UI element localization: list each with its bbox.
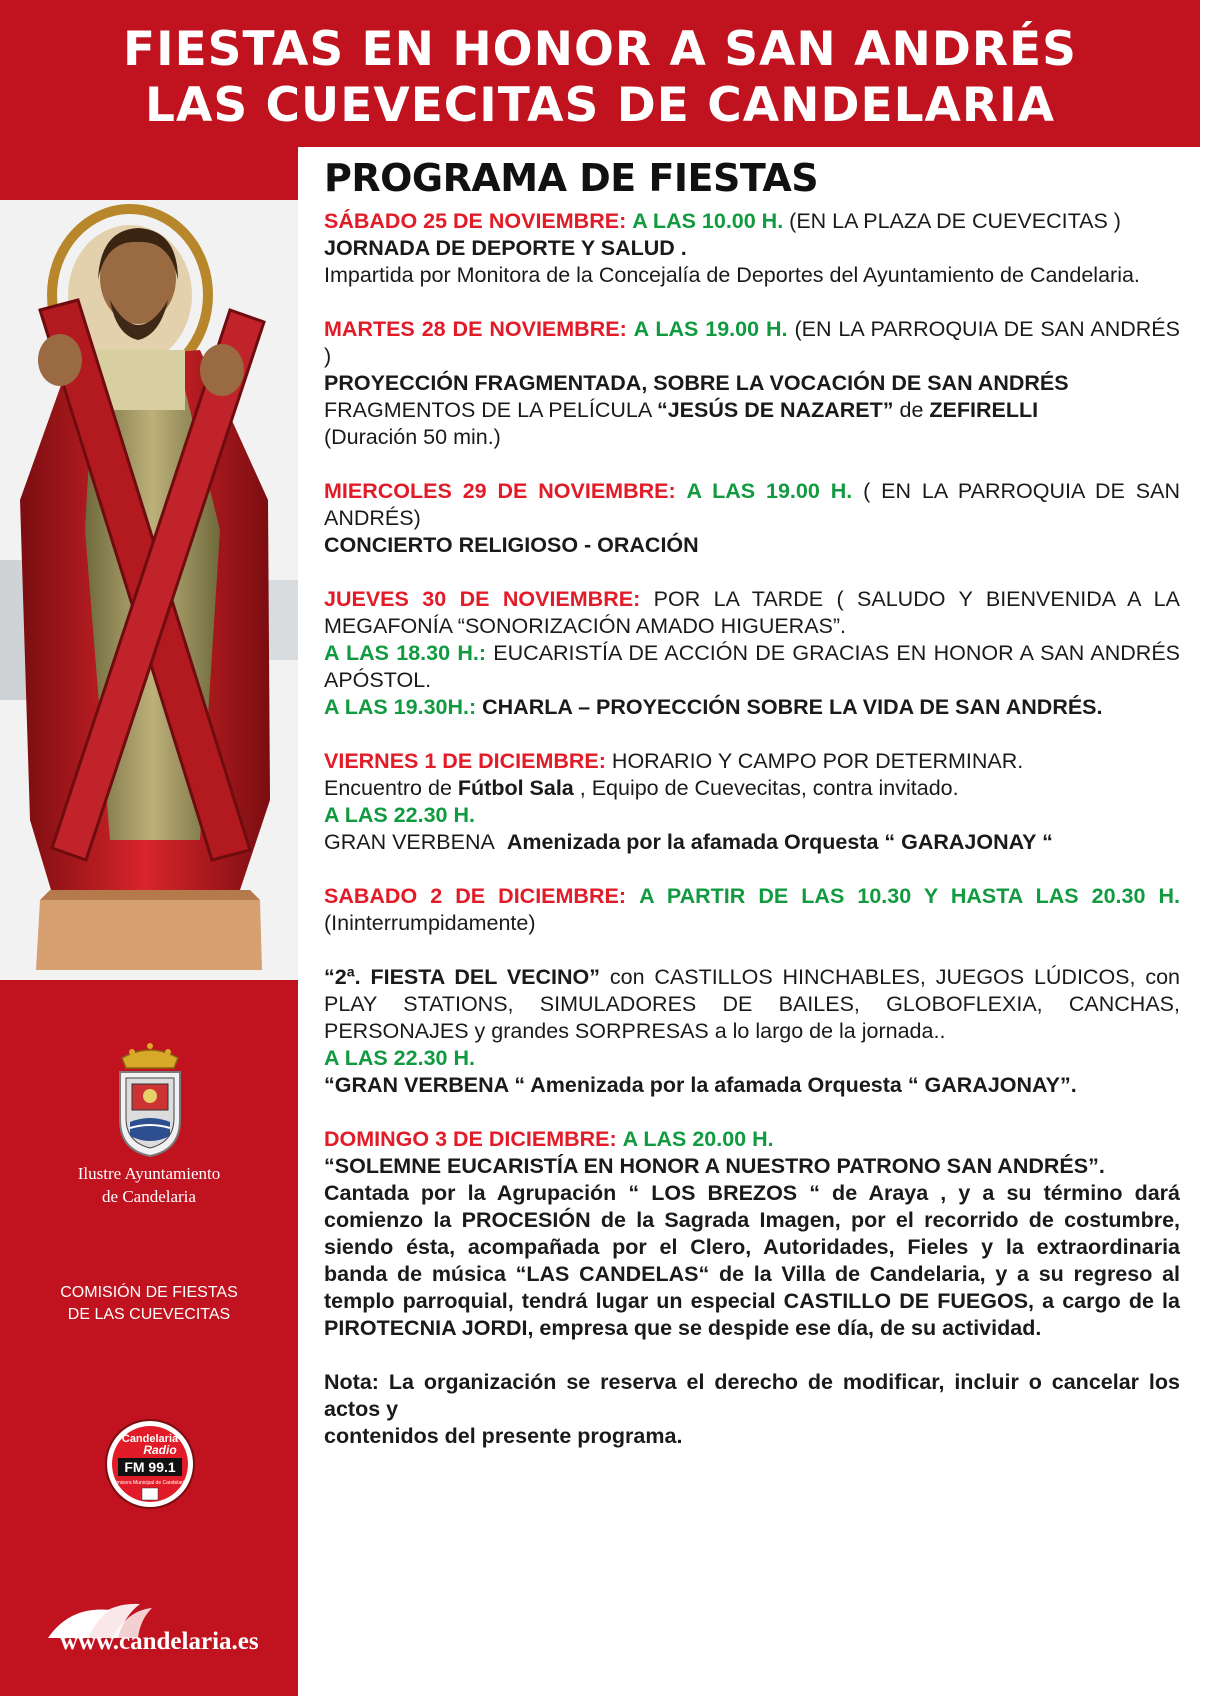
note-line-1: Nota: La organización se reserva el derecho de modificar, incluir o cancelar los actos y <box>324 1370 1180 1421</box>
event-header <box>324 586 1180 640</box>
crest-caption-line-2: de Candelaria <box>102 1187 196 1206</box>
saint-andrew-statue-photo <box>0 200 298 980</box>
comision-line-1: COMISIÓN DE FIESTAS <box>60 1284 238 1301</box>
event-place: (EN LA PARROQUIA DE SAN ANDRÉS ) <box>324 317 1180 368</box>
event-verbena-line <box>324 829 1180 856</box>
website-link[interactable]: www.candelaria.es <box>60 1628 259 1655</box>
event-date: MIERCOLES 29 DE NOVIEMBRE: <box>324 479 676 503</box>
event-time: A LAS 19.00 H. <box>686 479 853 503</box>
candelaria-coat-of-arms-icon <box>110 1040 190 1160</box>
fragments-label: FRAGMENTOS DE LA PELÍCULA <box>324 398 651 422</box>
radio-subtitle: Emisora Municipal de Candelaria <box>113 1480 187 1486</box>
event-time: A PARTIR DE LAS 10.30 Y HASTA LAS 20.30 H. <box>639 884 1181 908</box>
match-suffix: , Equipo de Cuevecitas, contra invitado. <box>579 776 959 800</box>
event-activity-1: EUCARISTÍA DE ACCIÓN DE GRACIAS EN HONOR A SAN ANDRÉS APÓSTOL. <box>324 641 1180 692</box>
event-intro: HORARIO Y CAMPO POR DETERMINAR. <box>611 749 1024 773</box>
event-header <box>324 208 1180 235</box>
event-tue-28 <box>324 316 1180 451</box>
event-note: (Ininterrumpidamente) <box>324 911 536 935</box>
event-intro: POR LA TARDE ( SALUDO Y BIENVENIDA A LA MEGAFONÍA “SONORIZACIÓN AMADO HIGUERAS”. <box>324 587 1180 638</box>
event-place: ( EN LA PARROQUIA DE SAN ANDRÉS) <box>324 479 1180 530</box>
event-match-line <box>324 775 1180 802</box>
event-header <box>324 316 1180 370</box>
saint-andrew-statue-icon <box>0 200 298 980</box>
event-sat-2 <box>324 883 1180 937</box>
event-activity: JORNADA DE DEPORTE Y SALUD . <box>324 236 687 260</box>
event-activity: CONCIERTO RELIGIOSO - ORACIÓN <box>324 533 699 557</box>
event-place: (EN LA PLAZA DE CUEVECITAS ) <box>789 209 1121 233</box>
event-time: A LAS 10.00 H. <box>632 209 784 233</box>
radio-frequency: FM 99.1 <box>124 1459 176 1475</box>
event-date: SABADO 2 DE DICIEMBRE: <box>324 884 626 908</box>
event-time-2: A LAS 22.30 H. <box>324 1046 475 1070</box>
event-time: A LAS 19.00 H. <box>633 317 788 341</box>
event-line-1 <box>324 640 1180 694</box>
event-wed-29 <box>324 478 1180 559</box>
comision-line-2: DE LAS CUEVECITAS <box>67 1306 231 1323</box>
event-time: A LAS 22.30 H. <box>324 803 475 827</box>
event-sun-3 <box>324 1126 1180 1342</box>
event-header <box>324 478 1180 532</box>
event-line-2 <box>324 694 1180 721</box>
film-director: ZEFIRELLI <box>929 398 1039 422</box>
de-label: de <box>899 398 924 422</box>
event-activity: PROYECCIÓN FRAGMENTADA, SOBRE LA VOCACIÓN DE SAN ANDRÉS <box>324 371 1069 395</box>
comision-label <box>0 1282 298 1326</box>
event-date: MARTES 28 DE NOVIEMBRE: <box>324 317 627 341</box>
event-date: JUEVES 30 DE NOVIEMBRE: <box>324 587 641 611</box>
verbena-label: GRAN VERBENA <box>324 830 495 854</box>
note-line-2: contenidos del presente programa. <box>324 1424 683 1448</box>
header-banner <box>0 0 1200 147</box>
match-sport: Fútbol Sala <box>457 776 574 800</box>
verbena-line: “GRAN VERBENA “ Amenizada por la afamada Orquesta “ GARAJONAY”. <box>324 1073 1077 1097</box>
film-title: “JESÚS DE NAZARET” <box>656 398 894 422</box>
event-sat-25 <box>324 208 1180 289</box>
crest-caption-line-1: Ilustre Ayuntamiento <box>77 1164 221 1183</box>
event-date: VIERNES 1 DE DICIEMBRE: <box>324 749 606 773</box>
radio-name-text: Radio <box>143 1443 177 1457</box>
event-header <box>324 883 1180 937</box>
fiesta-title: “2ª. FIESTA DEL VECINO” <box>324 965 601 989</box>
event-activity-2: CHARLA – PROYECCIÓN SOBRE LA VIDA DE SAN ANDRÉS. <box>482 695 1103 719</box>
candelaria-radio-logo-icon <box>104 1418 196 1510</box>
event-time-2: A LAS 19.30H.: <box>324 695 477 719</box>
event-duration: (Duración 50 min.) <box>324 425 501 449</box>
event-date: DOMINGO 3 DE DICIEMBRE: <box>324 1127 617 1151</box>
event-detail: Impartida por Monitora de la Concejalía de Deportes del Ayuntamiento de Candelaria. <box>324 263 1140 287</box>
program-note <box>324 1369 1180 1450</box>
event-title: “SOLEMNE EUCARISTÍA EN HONOR A NUESTRO PATRONO SAN ANDRÉS”. <box>324 1154 1105 1178</box>
radio-top-text: Candelaria <box>121 1433 179 1445</box>
event-time-1: A LAS 18.30 H.: <box>324 641 487 665</box>
event-header <box>324 748 1180 775</box>
event-sat-2-details <box>324 964 1180 1099</box>
program-section <box>324 156 1180 1450</box>
event-body: Cantada por la Agrupación “ LOS BREZOS “ de Araya , y a su término dará comienzo la PROCESIÓN de la Sagrada Imagen, por el recorrido de costumbre, siendo ésta, acompañada por el Clero, Autoridades, Fieles y la extraordinaria banda de música “LAS CANDELAS“ de la Villa de Candelaria, y a su regreso al templo parroquial, tendrá lugar un especial CASTILLO DE FUEGOS, a cargo de la PIROTECNIA JORDI, empresa que se despide ese día, de su actividad. <box>324 1181 1180 1340</box>
event-fri-1 <box>324 748 1180 856</box>
title-line-1: FIESTAS EN HONOR A SAN ANDRÉS <box>122 22 1077 77</box>
event-header <box>324 1126 1180 1153</box>
event-time: A LAS 20.00 H. <box>622 1127 774 1151</box>
events-list <box>324 208 1180 1450</box>
event-film-line <box>324 397 1180 424</box>
title-line-2: LAS CUEVECITAS DE CANDELARIA <box>145 78 1055 133</box>
program-title: PROGRAMA DE FIESTAS <box>324 156 819 200</box>
event-date: SÁBADO 25 DE NOVIEMBRE: <box>324 209 627 233</box>
fiesta-description: con CASTILLOS HINCHABLES, JUEGOS LÚDICOS, con PLAY STATIONS, SIMULADORES DE BAILES, GLOBOFLEXIA, CANCHAS, PERSONAJES y grandes SORPRESAS a lo largo de la jornada.. <box>324 965 1181 1043</box>
match-prefix: Encuentro de <box>324 776 452 800</box>
event-thu-30 <box>324 586 1180 721</box>
crest-caption <box>0 1162 298 1208</box>
fiesta-vecino-line <box>324 964 1180 1045</box>
verbena-detail: Amenizada por la afamada Orquesta “ GARAJONAY “ <box>506 830 1053 854</box>
